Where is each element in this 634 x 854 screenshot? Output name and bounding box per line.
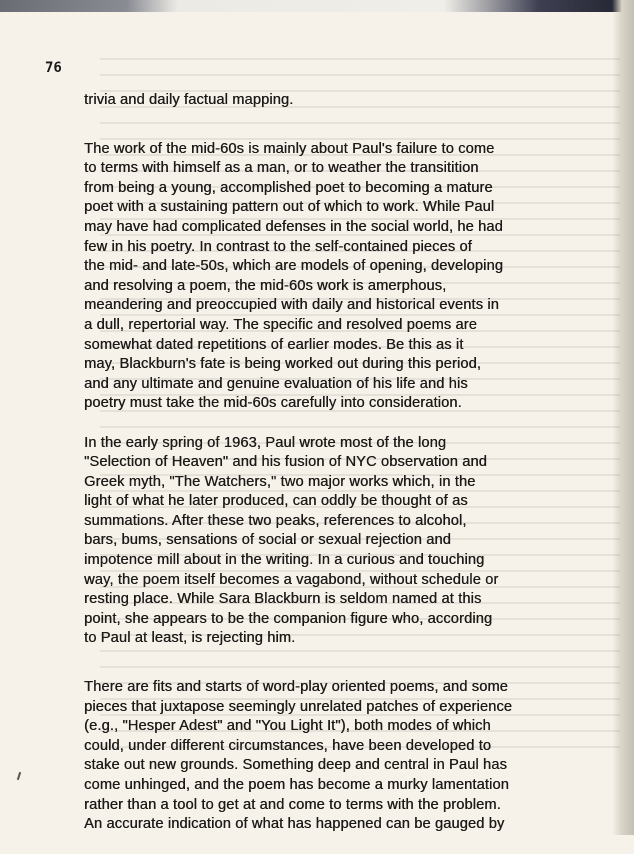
text-line: a dull, repertorial way. The specific and resolved poems are <box>84 316 477 333</box>
text-line: point, she appears to be the companion figure who, according <box>84 610 493 627</box>
text-line: and any ultimate and genuine evaluation of his life and his <box>84 375 468 392</box>
margin-pencil-mark <box>17 772 21 780</box>
text-line: "Selection of Heaven" and his fusion of NYC observation and <box>84 454 487 471</box>
body-text <box>84 91 624 854</box>
text-line: There are fits and starts of word-play oriented poems, and some <box>84 679 508 696</box>
text-line: summations. After these two peaks, references to alcohol, <box>84 512 467 529</box>
text-line: (e.g., "Hesper Adest" and "You Light It"), both modes of which <box>84 718 491 735</box>
text-line: meandering and preoccupied with daily and historical events in <box>84 297 499 314</box>
text-line: and resolving a poem, the mid-60s work is amerphous, <box>84 277 447 294</box>
text-line: light of what he later produced, can oddly be thought of as <box>84 493 468 510</box>
text-line: Greek myth, "The Watchers," two major works which, in the <box>84 473 476 490</box>
paragraph-1 <box>84 91 624 111</box>
top-edge-strip <box>0 0 634 12</box>
text-line: In the early spring of 1963, Paul wrote most of the long <box>84 434 447 451</box>
text-line: to terms with himself as a man, or to weather the transitition <box>84 160 479 177</box>
text-line: few in his poetry. In contrast to the self-contained pieces of <box>84 238 472 255</box>
text-line: impotence mill about in the writing. In a curious and touching <box>84 552 485 569</box>
paragraph-3 <box>84 434 624 650</box>
text-line: An accurate indication of what has happened can be gauged by <box>84 816 505 833</box>
text-line: stake out new grounds. Something deep and central in Paul has <box>84 757 507 774</box>
text-line: bars, bums, sensations of social or sexual rejection and <box>84 532 451 549</box>
text-line: resting place. While Sara Blackburn is seldom named at this <box>84 591 482 608</box>
text-line: poet with a sustaining pattern out of which to work. While Paul <box>84 199 495 216</box>
text-line: may, Blackburn's fate is being worked out during this period, <box>84 356 481 373</box>
text-line: from being a young, accomplished poet to becoming a mature <box>84 179 493 196</box>
text-line: poetry must take the mid-60s carefully into consideration. <box>84 395 462 412</box>
text-line: somewhat dated repetitions of earlier modes. Be this as it <box>84 336 464 353</box>
text-line: to Paul at least, is rejecting him. <box>84 630 296 647</box>
text-line: The work of the mid-60s is mainly about Paul's failure to come <box>84 140 495 157</box>
paragraph-4 <box>84 678 624 835</box>
text-line: may have had complicated defenses in the social world, he had <box>84 218 503 235</box>
text-line: trivia and daily factual mapping. <box>84 92 294 108</box>
paragraph-2 <box>84 140 624 414</box>
text-line: pieces that juxtapose seemingly unrelated patches of experience <box>84 698 513 715</box>
text-line: could, under different circumstances, have been developed to <box>84 737 492 754</box>
text-line: the mid- and late-50s, which are models of opening, developing <box>84 258 503 275</box>
page-number: 76 <box>45 60 62 76</box>
text-line: way, the poem itself becomes a vagabond, without schedule or <box>84 571 499 588</box>
text-line: come unhinged, and the poem has become a murky lamentation <box>84 777 509 793</box>
text-line: rather than a tool to get at and come to terms with the problem. <box>84 796 501 813</box>
